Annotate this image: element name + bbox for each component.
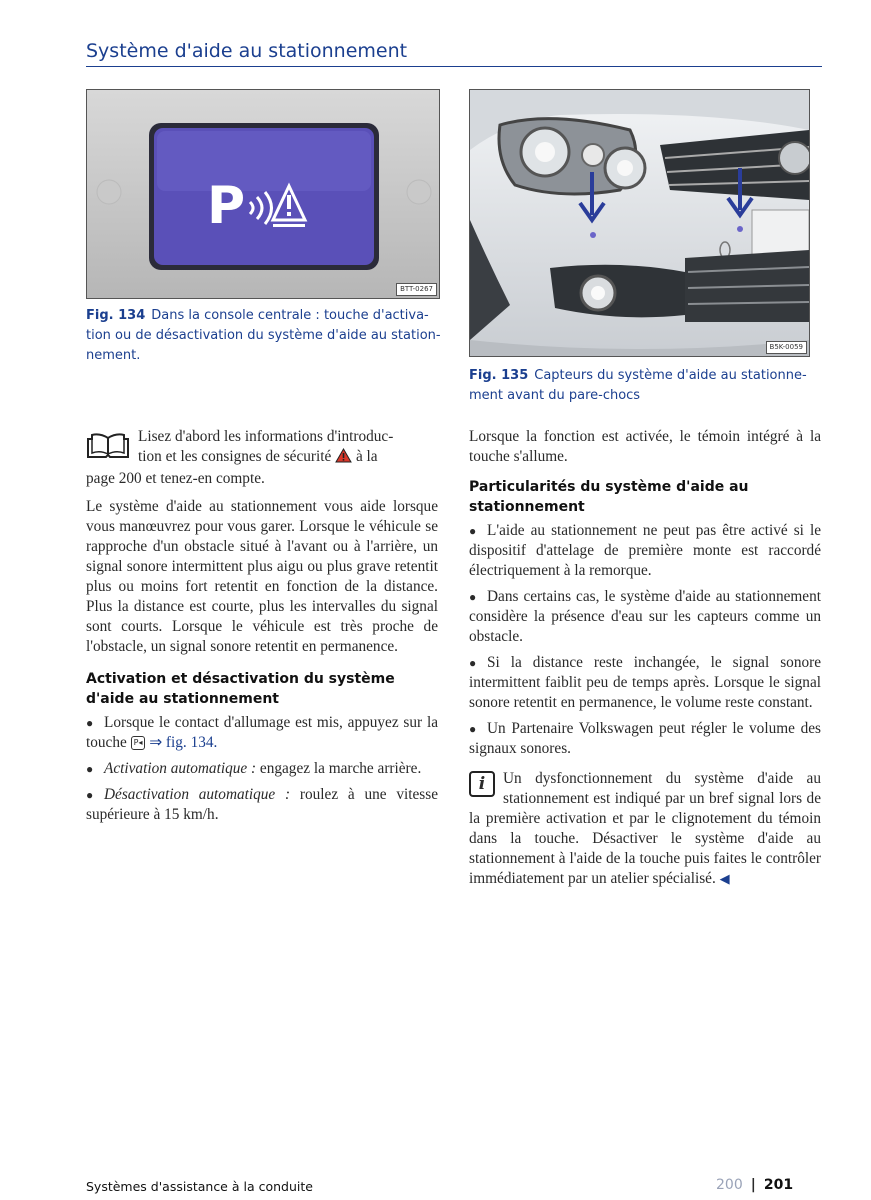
figure-reference-link[interactable]: ⇒ fig. 134.: [149, 734, 218, 751]
page-number-current: 201: [763, 1177, 794, 1193]
figure-label: Fig. 134: [86, 308, 146, 323]
list-item: ● Si la distance reste inchangée, le signal sonore intermittent faiblit peu de temps après. Lorsque le signal sonore retentit en permanence, le volume reste constant.: [469, 654, 821, 711]
list-item: ● Un Partenaire Volkswagen peut régler le volume des signaux sonores.: [469, 720, 821, 757]
park-assist-key-icon: P◂: [131, 736, 146, 750]
page-numbers: [716, 1177, 793, 1193]
section-heading: Particularités du système d'aide au stationnement: [469, 479, 749, 515]
list-item: ● Lorsque le contact d'allumage est mis, appuyez sur la touche P◂ ⇒ fig. 134.: [86, 714, 438, 751]
svg-text:P: P: [207, 176, 246, 236]
activation-paragraph: Lorsque la fonction est activée, le témoin intégré à la touche s'allume.: [469, 428, 821, 465]
section-heading: Activation et désactivation du système d'aide au stationnement: [86, 671, 395, 707]
info-note: i Un dysfonctionnement du système d'aide au stationnement est indiqué par un bref signal lors de la première activation et par le clignotement du témoin dans la touche. Désactiver le système d'aide au stationnement à l'aide de la touche puis faites le contrôler immédiatement par un atelier spécialisé. ◀: [469, 770, 821, 887]
list-item: ● Activation automatique : engagez la marche arrière.: [86, 760, 422, 777]
park-assist-button-image: [87, 90, 439, 298]
page-number-previous: 200: [716, 1177, 743, 1193]
list-item: ● Dans certains cas, le système d'aide au stationnement considère la présence d'eau sur les capteurs comme un obstacle.: [469, 588, 821, 645]
warning-triangle-icon: [335, 448, 352, 469]
end-arrow-icon: ◀: [719, 871, 730, 886]
figure-135-caption: Fig. 135 Capteurs du système d'aide au stationne- ment avant du pare-chocs: [469, 368, 807, 403]
description-paragraph: Le système d'aide au stationnement vous aide lorsque vous manœuvrez pour vous garer. Lorsque le véhicule se rapproche d'un obstacle situé à l'avant ou à l'arrière, un signal sonore intermittent plus aigu ou plus grave retentit plus ou moins fort retentit en fonction de la distance. Plus la distance est courte, plus les intervalles du signal sont courts. Lorsque le véhicule est très proche de l'obstacle, un signal sonore retentit en permanence.: [86, 498, 438, 655]
figure-134-caption: Fig. 134 Dans la console centrale : touche d'activa- tion ou de désactivation du système d'aide au station- nement.: [86, 308, 441, 363]
intro-paragraph: Lisez d'abord les informations d'introduc- tion et les consignes de sécurité à la page 200 et tenez-en compte.: [86, 428, 394, 487]
footer-section-title: Systèmes d'assistance à la conduite: [86, 1179, 313, 1194]
page-title: Système d'aide au stationnement: [86, 40, 408, 62]
figure-135: [469, 89, 810, 357]
car-front-photo: [470, 90, 809, 356]
left-column: [86, 427, 438, 831]
right-column: [469, 427, 821, 895]
info-icon: i: [469, 771, 495, 797]
figure-code: BTT-0267: [396, 283, 437, 296]
figure-134: [86, 89, 440, 299]
list-item: ● Désactivation automatique : roulez à une vitesse supérieure à 15 km/h.: [86, 786, 438, 823]
header-rule: [86, 66, 822, 67]
figure-label: Fig. 135: [469, 368, 529, 383]
figure-code: B5K-0059: [766, 341, 807, 354]
page-separator: |: [750, 1177, 756, 1193]
list-item: ● L'aide au stationnement ne peut pas être activé si le dispositif d'attelage de première monte est raccordé électriquement à la remorque.: [469, 522, 821, 579]
book-icon: [86, 433, 130, 465]
